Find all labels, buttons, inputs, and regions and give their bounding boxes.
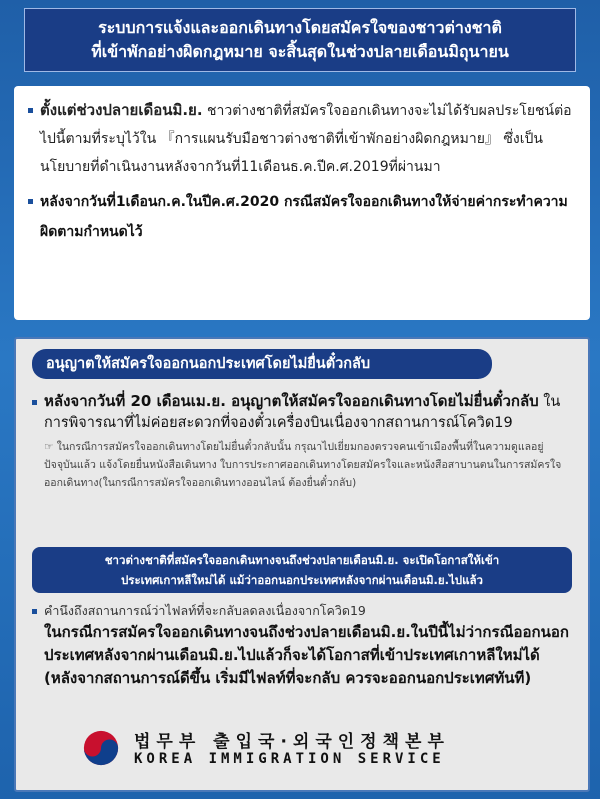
bullet-2-text: หลังจากวันที่1เดือนก.ค.ในปีค.ศ.2020 กรณีสมัครใจออกเดินทางให้จ่ายค่ากระทำความผิดตามกำหนดไว้ <box>40 194 568 240</box>
highlight-banner-line-1: ชาวต่างชาติที่สมัครใจออกเดินทางจนถึงช่วงปลายเดือนมิ.ย. จะเปิดโอกาสให้เข้า <box>104 553 500 567</box>
bullet-3-highlight: หลังจากวันที่ 20 เดือนเม.ย. อนุญาตให้สมัครใจออกเดินทางโดยไม่ยื่นตั๋วกลับ <box>44 392 539 410</box>
bullet-item-4 <box>32 601 572 690</box>
info-card-1 <box>14 86 590 320</box>
bullet-4-strong: ในกรณีการสมัครใจออกเดินทางจนถึงช่วงปลายเดือนมิ.ย.ในปีนี้ไม่ว่ากรณีออกนอกประเทศหลังจากผ่านเดือนมิ.ย.ไปแล้วก็จะได้โอกาสที่เข้าประเทศเกาหลีใหม่ได้ (หลังจากสถานการณ์ดีขึ้น เริ่มมีไฟลท์ที่จะกลับ ควรจะออกนอกประเทศทันที) <box>44 623 569 687</box>
highlight-banner <box>32 547 572 593</box>
bullet-4-text: คำนึงถึงสถานการณ์ว่าไฟลท์ที่จะกลับลดลงเนื่องจากโควิด19 <box>44 603 366 618</box>
square-bullet-icon <box>28 199 33 204</box>
square-bullet-icon <box>32 400 37 405</box>
title-line-2: ที่เข้าพักอย่างผิดกฎหมาย จะสิ้นสุดในช่วงปลายเดือนมิถุนายน <box>91 42 509 61</box>
note-text: ☞ ในกรณีการสมัครใจออกเดินทางโดยไม่ยื่นตั๋วกลับนั้น กรุณาไปเยี่ยมกองตรวจคนเข้าเมืองพื้นที่ในความดูแลอยู่ปัจจุบันแล้ว แจ้งโดยยื่นหนังสือเดินทาง ใบการประกาศออกเดินทางโดยสมัครใจและหนังสือสาบานตนในการสมัครใจออกเดินทาง(ในกรณีการสมัครใจออกเดินทางออนไลน์ ต้องยื่นตั๋วกลับ) <box>44 441 562 489</box>
title-line-1: ระบบการแจ้งและออกเดินทางโดยสมัครใจของชาวต่างชาติ <box>98 18 502 37</box>
square-bullet-icon <box>32 609 37 614</box>
taegeuk-emblem-icon <box>82 729 120 767</box>
bullet-item-3 <box>32 391 572 492</box>
ministry-logo <box>82 727 522 775</box>
bullet-item-2 <box>28 181 582 247</box>
ministry-name-korean: 법무부 출입국·외국인정책본부 <box>134 732 450 752</box>
info-card-2 <box>14 337 590 792</box>
title-banner <box>24 8 576 72</box>
bullet-3-text: ในการพิจารณาที่ไม่ค่อยสะดวกที่จองตั๋วเครื่องบินเนื่องจากสถานการณ์โควิด19 <box>44 394 561 431</box>
ministry-name-english: KOREA IMMIGRATION SERVICE <box>134 751 445 767</box>
section-heading-pill: อนุญาตให้สมัครใจออกนอกประเทศโดยไม่ยื่นตั๋วกลับ <box>32 349 492 379</box>
bullet-item-1 <box>28 96 582 181</box>
square-bullet-icon <box>28 108 33 113</box>
highlight-banner-line-2: ประเทศเกาหลีใหม่ได้ แม้ว่าออกนอกประเทศหลังจากผ่านเดือนมิ.ย.ไปแล้ว <box>120 573 484 587</box>
bullet-1-text: ชาวต่างชาติที่สมัครใจออกเดินทางจะไม่ได้รับผลประโยชน์ต่อไปนี้ตามที่ระบุไว้ใน 『การแผนรับมือชาวต่างชาติที่เข้าพักอย่างผิดกฎหมาย』 ซึ่งเป็นนโยบายที่ดำเนินงานหลังจากวันที่11เดือนธ.ค.ปีค.ศ.2019ที่ผ่านมา <box>40 103 572 175</box>
bullet-1-highlight: ตั้งแต่ช่วงปลายเดือนมิ.ย. <box>40 101 203 119</box>
